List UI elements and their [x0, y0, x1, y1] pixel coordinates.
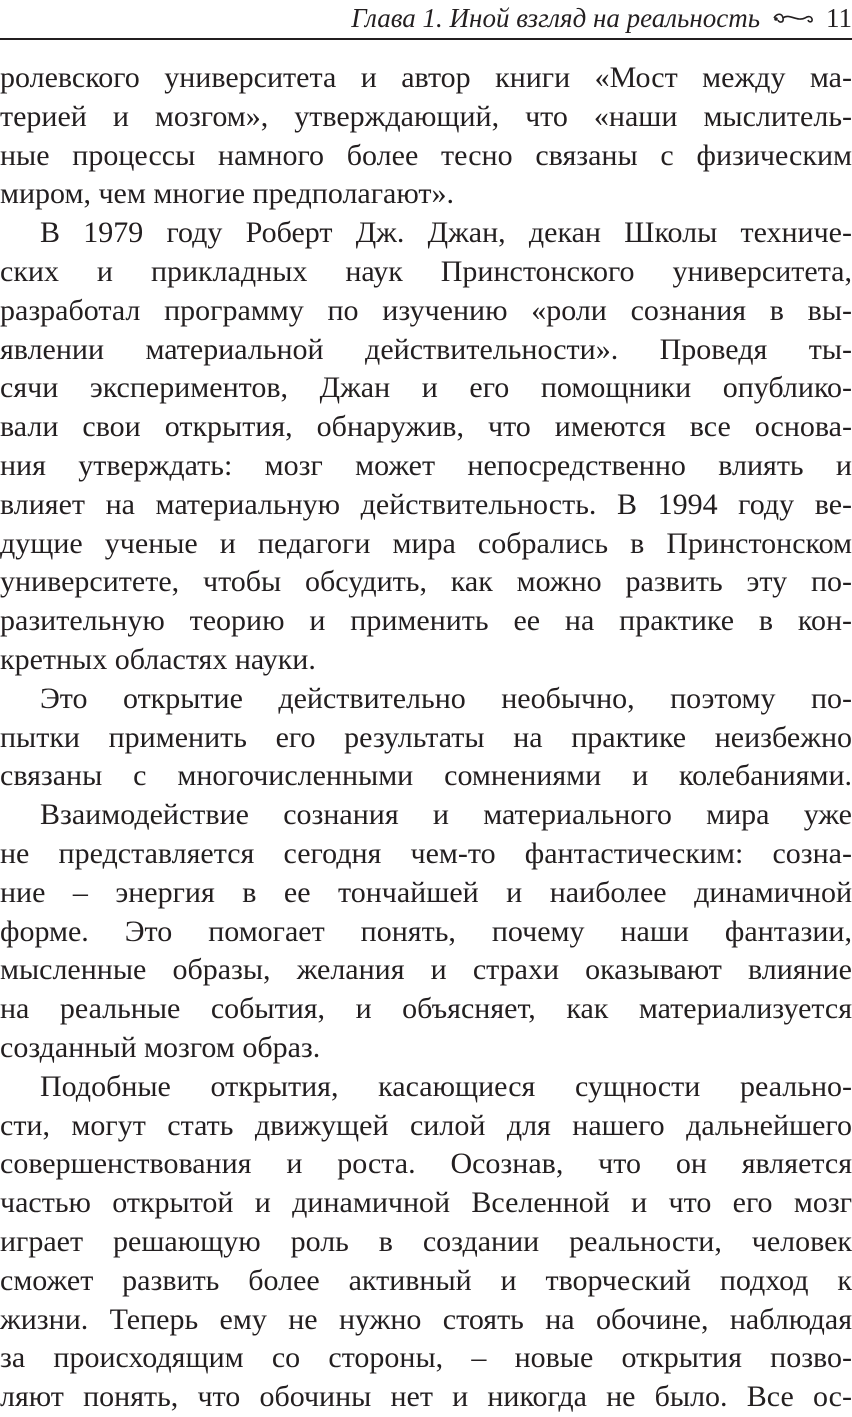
text-line: играет решающую роль в создании реальности, человек [0, 1224, 852, 1258]
page-number: 11 [826, 3, 852, 33]
body-text [0, 59, 852, 1417]
text-line: ные процессы намного более тесно связаны с физическим [0, 138, 852, 172]
text-line: ских и прикладных наук Принстонского университета, [0, 254, 852, 288]
text-line: жизни. Теперь ему не нужно стоять на обочине, наблюдая [0, 1302, 852, 1336]
text-line: В 1979 году Роберт Дж. Джан, декан Школы техниче- [40, 216, 852, 250]
text-line: совершенствования и роста. Осознав, что он является [0, 1147, 852, 1181]
text-line: не представляется сегодня чем-то фантастическим: созна- [0, 836, 852, 870]
text-line: сти, могут стать движущей силой для нашего дальнейшего [0, 1108, 852, 1142]
text-line: ния утверждать: мозг может непосредственно влиять и [0, 448, 852, 482]
text-line: мысленные образы, желания и страхи оказывают влияние [0, 953, 852, 987]
text-line: ролевского университета и автор книги «Мост между ма- [0, 61, 852, 94]
text-line: кретных областях науки. [0, 642, 316, 676]
text-line: форме. Это помогает понять, почему наши фантазии, [0, 914, 852, 948]
running-title: Глава 1. Иной взгляд на реальность [351, 3, 760, 33]
text-line: разительную теорию и применить ее на практике в кон- [0, 604, 852, 638]
text-line: Взаимодействие сознания и материального мира уже [40, 798, 852, 832]
text-line: терией и мозгом», утверждающий, что «наши мыслитель- [0, 99, 852, 133]
text-line: ляют понять, что обочины нет и никогда не было. Все ос- [0, 1380, 852, 1414]
text-line: на реальные события, и объясняет, как материализуется [0, 992, 852, 1026]
text-line: явлении материальной действительности». Проведя ты- [0, 332, 852, 366]
text-line: Подобные открытия, касающиеся сущности реально- [40, 1069, 852, 1103]
running-header-content [351, 3, 852, 34]
text-line: связаны с многочисленными сомнениями и колебаниями. [0, 759, 852, 793]
text-line: за происходящим со стороны, – новые открытия позво- [0, 1341, 852, 1375]
text-line: частью открытой и динамичной Вселенной и что его мозг [0, 1186, 852, 1220]
text-line: Это открытие действительно необычно, поэтому по- [40, 681, 852, 715]
text-line: сячи экспериментов, Джан и его помощники опублико- [0, 371, 852, 405]
text-line: ние – энергия в ее тончайшей и наиболее динамичной [0, 875, 852, 909]
text-line: дущие ученые и педагоги мира собрались в Принстонском [0, 526, 852, 560]
text-line: миром, чем многие предполагают». [0, 177, 454, 211]
running-header [0, 0, 852, 40]
text-line: университете, чтобы обсудить, как можно развить эту по- [0, 565, 852, 599]
flourish-ornament-icon [770, 3, 816, 21]
text-line: разработал программу по изучению «роли сознания в вы- [0, 293, 852, 327]
text-line: влияет на материальную действительность. В 1994 году ве- [0, 487, 852, 521]
text-line: созданный мозгом образ. [0, 1030, 321, 1064]
text-line: сможет развить более активный и творческий подход к [0, 1263, 852, 1297]
text-line: вали свои открытия, обнаружив, что имеются все основа- [0, 410, 852, 444]
text-line: пытки применить его результаты на практике неизбежно [0, 720, 852, 754]
